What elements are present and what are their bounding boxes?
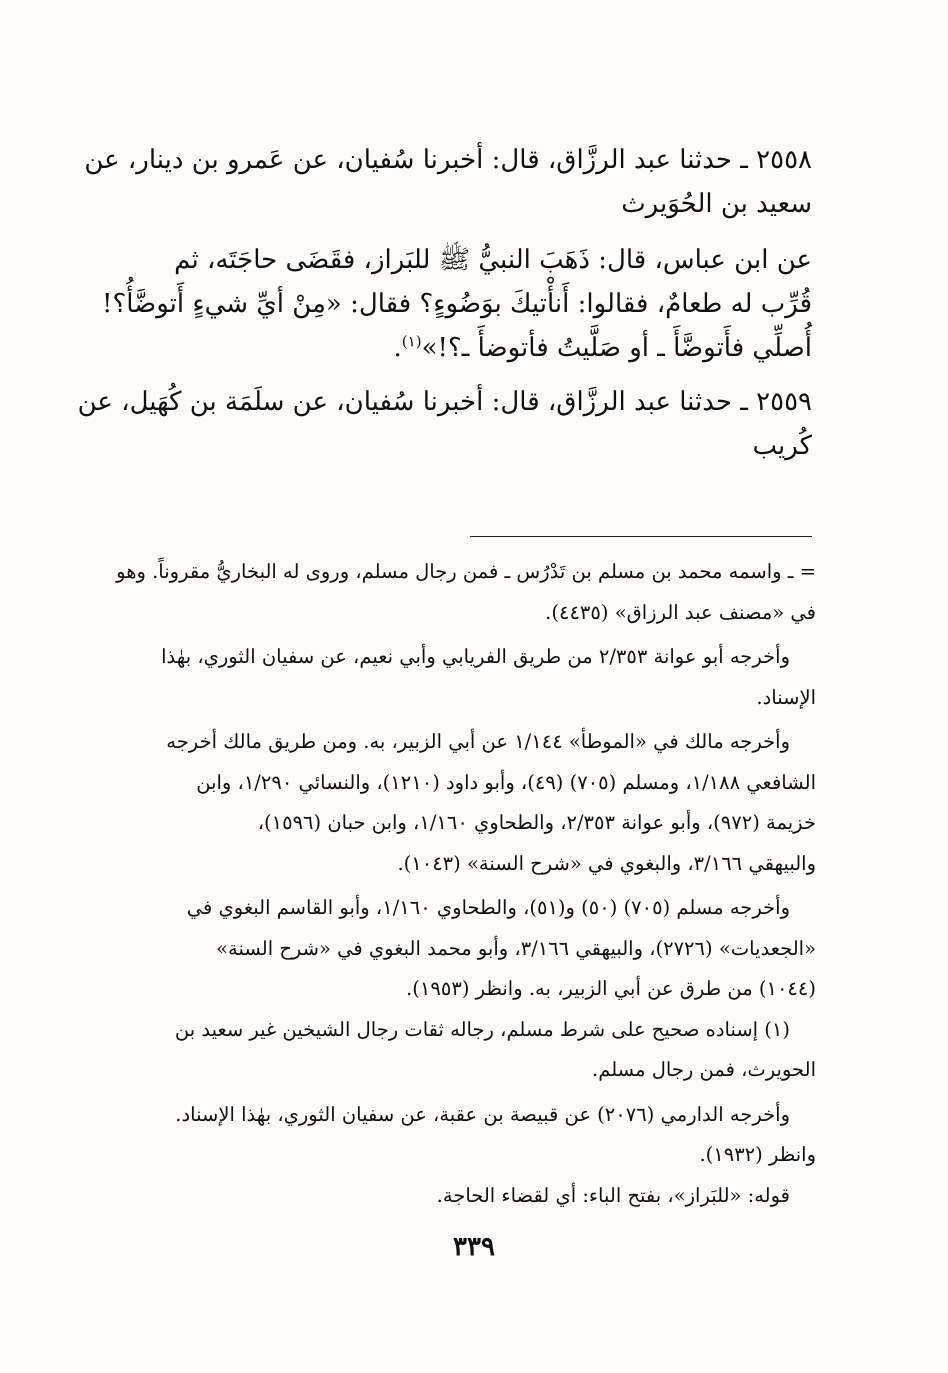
footnote-line: خزيمة (٩٧٢)، وأبو عوانة ٢/٣٥٣، والطحاوي ١/١٦٠، وابن حبان (١٥٩٦)، (257, 811, 816, 834)
footnote-line: وأخرجه الدارمي (٢٠٧٦) عن قبيصة بن عقبة، عن سفيان الثوري، بهٰذا الإسناد. (175, 1102, 790, 1126)
footnote-divider (470, 536, 812, 537)
hadith-2559-line: كُريب (752, 431, 812, 461)
hadith-2558-line: سعيد بن الحُوَيرث (621, 189, 812, 219)
footnote-line: = ـ واسمه محمد بن مسلم بن تَدْرُس ـ فمن رجال مسلم، وروى له البخاريُّ مقروناً. وهو (116, 560, 816, 583)
footnote-line: وانظر (١٩٣٢). (699, 1143, 816, 1166)
footnote-line: قوله: «للبَراز»، بفتح الباء: أي لقضاء الحاجة. (436, 1183, 790, 1207)
footnote-line: (١) إسناده صحيح على شرط مسلم، رجاله ثقات رجال الشيخين غير سعيد بن (174, 1017, 790, 1041)
footnote-line: وأخرجه مسلم (٧٠٥) (٥٠) و(٥١)، والطحاوي ١/١٦٠، وأبو القاسم البغوي في (186, 896, 790, 919)
matn-text: أُصلِّي فأَتوضَّأَ ـ أو صَلَّيتُ فأتوضأَ ـ؟!» (421, 333, 812, 363)
footnote-line: وأخرجه أبو عوانة ٢/٣٥٣ من طريق الفريابي وأبي نعيم، عن سفيان الثوري، بهٰذا (161, 645, 790, 668)
footnote-line: الحويرث، فمن رجال مسلم. (592, 1058, 816, 1081)
footnote-line: الإسناد. (756, 685, 816, 709)
matn-line: عن ابن عباس، قال: ذَهَبَ النبيُّ ﷺ للبَراز، فقَضَى حاجَتَه، ثم (174, 245, 812, 275)
footnotes (104, 552, 816, 1216)
matn-line: قُرِّب له طعامٌ، فقالوا: أَنأْتيكَ بوَضُوءٍ؟ فقال: «مِنْ أيِّ شيءٍ أَتوضَّأُ؟! (102, 289, 812, 319)
footnote-line: وأخرجه مالك في «الموطأ» ١/١٤٤ عن أبي الزبير، به. ومن طريق مالك أخرجه (166, 730, 790, 753)
footnote-line: الشافعي ١/١٨٨، ومسلم (٧٠٥) (٤٩)، وأبو داود (١٢١٠)، والنسائي ١/٢٩٠، وابن (196, 770, 816, 794)
matn-line: أُصلِّي فأَتوضَّأَ ـ أو صَلَّيتُ فأتوضأَ ـ؟!»$^{(١)}$. (393, 332, 812, 363)
footnote-line: (١٠٤٤) من طرق عن أبي الزبير، به. وانظر (١٩٥٣). (406, 977, 816, 1000)
page-number: ٣٣٩ (453, 1232, 495, 1262)
footnote-ref[interactable]: (١) (401, 332, 422, 351)
hadith-2559-line: ٢٥٥٩ ـ حدثنا عبد الرزَّاق، قال: أخبرنا سُفيان، عن سلَمَة بن كُهَيل، عن (77, 387, 812, 417)
footnote-line: «الجعديات» (٢٧٢٦)، والبيهقي ٣/١٦٦، وأبو محمد البغوي في «شرح السنة» (216, 936, 816, 960)
hadith-2558-line: ٢٥٥٨ ـ حدثنا عبد الرزَّاق، قال: أخبرنا سُفيان، عن عَمرو بن دينار، عن (84, 145, 812, 175)
main-text (77, 138, 812, 468)
footnote-line: في «مصنف عبد الرزاق» (٤٤٣٥). (545, 600, 816, 624)
footnote-line: والبيهقي ٣/١٦٦، والبغوي في «شرح السنة» (١٠٤٣). (397, 851, 816, 875)
